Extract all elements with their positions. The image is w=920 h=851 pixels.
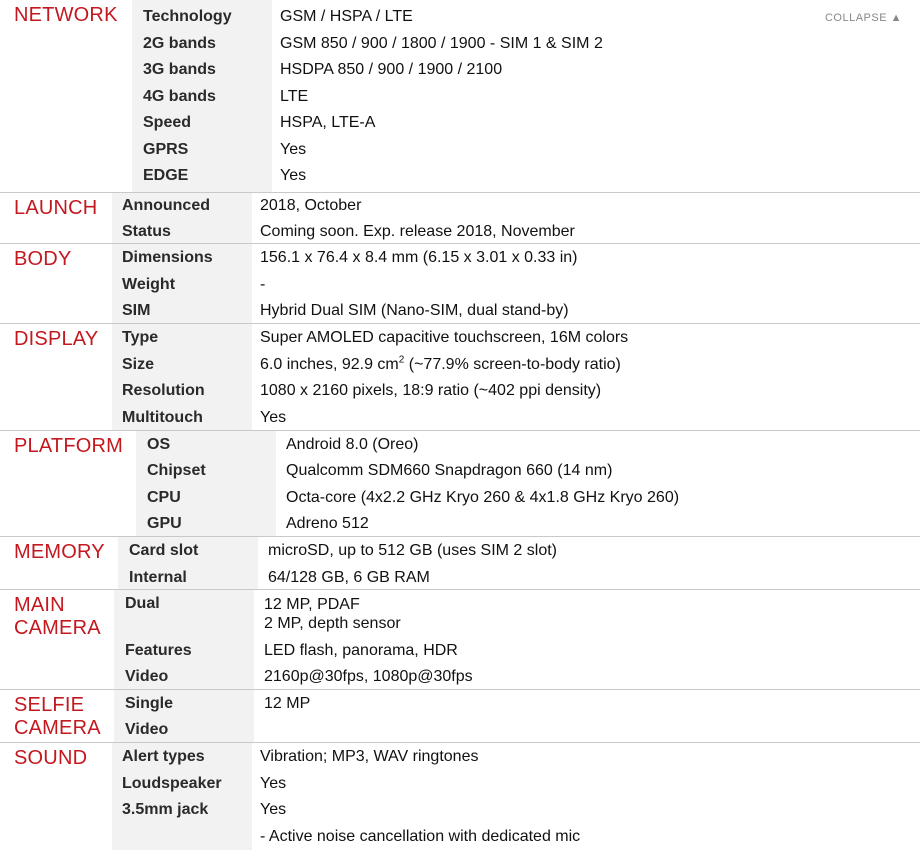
spec-value: -	[260, 276, 266, 293]
section-title: NETWORK	[14, 4, 118, 26]
spec-row	[0, 432, 920, 459]
section-title: PLATFORM	[14, 435, 124, 457]
section-body	[0, 243, 920, 323]
spec-value: 64/128 GB, 6 GB RAM	[268, 569, 430, 586]
spec-label: Resolution	[122, 382, 205, 399]
spec-label: OS	[147, 436, 171, 453]
spec-value: 2160p@30fps, 1080p@30fps	[264, 668, 473, 685]
spec-value	[260, 356, 621, 374]
section-title: DISPLAY	[14, 328, 99, 350]
spec-value: GSM / HSPA / LTE	[280, 8, 413, 25]
spec-row	[0, 691, 920, 718]
spec-label: Chipset	[147, 462, 206, 479]
spec-label: Status	[122, 223, 171, 240]
spec-value: Yes	[280, 167, 307, 184]
spec-value: LTE	[280, 88, 309, 105]
section-title: LAUNCH	[14, 197, 98, 219]
size-value-rest: (~77.9% screen-to-body ratio)	[404, 356, 621, 373]
spec-label: Technology	[143, 8, 232, 25]
spec-row	[0, 110, 920, 137]
spec-label: Single	[125, 695, 174, 712]
spec-label: Size	[122, 356, 155, 373]
spec-row	[0, 717, 920, 744]
spec-value: Coming soon. Exp. release 2018, November	[260, 223, 575, 240]
section-title-line: CAMERA	[14, 717, 101, 739]
spec-label: Announced	[122, 197, 210, 214]
spec-label: Weight	[122, 276, 176, 293]
spec-value: microSD, up to 512 GB (uses SIM 2 slot)	[268, 542, 557, 559]
spec-row	[0, 272, 920, 299]
spec-row	[0, 57, 920, 84]
spec-row	[0, 538, 920, 565]
section-launch	[0, 192, 920, 243]
spec-value: 156.1 x 76.4 x 8.4 mm (6.15 x 3.01 x 0.33 in)	[260, 249, 578, 266]
spec-label: Features	[125, 642, 192, 659]
spec-value: Qualcomm SDM660 Snapdragon 660 (14 nm)	[286, 462, 613, 479]
collapse-button[interactable]: COLLAPSE ▲	[824, 12, 902, 24]
section-sound	[0, 742, 920, 850]
spec-row	[0, 325, 920, 352]
section-network	[0, 0, 920, 192]
spec-row	[0, 511, 920, 538]
spec-value: Yes	[260, 775, 287, 792]
spec-label: Video	[125, 668, 169, 685]
spec-row	[0, 405, 920, 432]
spec-label: Dimensions	[122, 249, 213, 266]
spec-value: 1080 x 2160 pixels, 18:9 ratio (~402 ppi density)	[260, 382, 602, 399]
spec-label: Dual	[125, 595, 160, 612]
spec-label: Video	[125, 721, 169, 738]
spec-label: 4G bands	[143, 88, 216, 105]
spec-value: Super AMOLED capacitive touchscreen, 16M colors	[260, 329, 629, 346]
spec-value: LED flash, panorama, HDR	[264, 642, 458, 659]
spec-row	[0, 638, 920, 665]
spec-row	[0, 591, 920, 637]
section-title: BODY	[14, 248, 72, 270]
section-platform	[0, 430, 920, 536]
spec-row	[0, 565, 920, 592]
section-title-line: SELFIE	[14, 694, 85, 716]
section-display	[0, 323, 920, 430]
spec-row	[0, 4, 920, 31]
spec-value: Yes	[260, 801, 287, 818]
spec-label: Loudspeaker	[122, 775, 222, 792]
spec-label: Multitouch	[122, 409, 203, 426]
spec-row	[0, 352, 920, 379]
spec-value: Android 8.0 (Oreo)	[286, 436, 419, 453]
spec-label: 3.5mm jack	[122, 801, 209, 818]
spec-label: Internal	[129, 569, 187, 586]
spec-row	[0, 163, 920, 190]
spec-value: 2018, October	[260, 197, 362, 214]
spec-row	[0, 219, 920, 246]
spec-row	[0, 458, 920, 485]
spec-row	[0, 824, 920, 851]
spec-row	[0, 771, 920, 798]
spec-row	[0, 378, 920, 405]
spec-value: Adreno 512	[286, 515, 369, 532]
spec-label: 2G bands	[143, 35, 216, 52]
spec-label: Type	[122, 329, 159, 346]
spec-value: Octa-core (4x2.2 GHz Kryo 260 & 4x1.8 GHz Kryo 260)	[286, 489, 680, 506]
spec-value: GSM 850 / 900 / 1800 / 1900 - SIM 1 & SIM 2	[280, 35, 603, 52]
spec-value: - Active noise cancellation with dedicated mic	[260, 828, 581, 845]
spec-row	[0, 137, 920, 164]
spec-value: Yes	[260, 409, 287, 426]
spec-row	[0, 797, 920, 824]
spec-value: Vibration; MP3, WAV ringtones	[260, 748, 479, 765]
size-value-main: 6.0 inches, 92.9 cm	[260, 356, 399, 373]
spec-row	[0, 298, 920, 325]
spec-value-line: 2 MP, depth sensor	[264, 615, 401, 632]
spec-label: Alert types	[122, 748, 205, 765]
spec-value: HSDPA 850 / 900 / 1900 / 2100	[280, 61, 503, 78]
spec-row	[0, 245, 920, 272]
spec-value-line: 12 MP, PDAF	[264, 596, 360, 613]
spec-value: Hybrid Dual SIM (Nano-SIM, dual stand-by)	[260, 302, 569, 319]
spec-label: 3G bands	[143, 61, 216, 78]
spec-value: Yes	[280, 141, 307, 158]
section-selfie-camera	[0, 689, 920, 742]
spec-row	[0, 664, 920, 691]
spec-label: CPU	[147, 489, 181, 506]
spec-value: HSPA, LTE-A	[280, 114, 376, 131]
section-title-line: MAIN	[14, 594, 65, 616]
spec-value: 12 MP	[264, 695, 311, 712]
spec-label: SIM	[122, 302, 151, 319]
spec-row	[0, 485, 920, 512]
spec-label: EDGE	[143, 167, 189, 184]
section-title: SOUND	[14, 747, 88, 769]
spec-row	[0, 84, 920, 111]
spec-value	[264, 595, 401, 633]
section-main-camera	[0, 589, 920, 689]
spec-label: GPRS	[143, 141, 189, 158]
section-memory	[0, 536, 920, 589]
spec-row	[0, 744, 920, 771]
spec-row	[0, 193, 920, 220]
spec-label: Speed	[143, 114, 192, 131]
section-title: MEMORY	[14, 541, 105, 563]
spec-row	[0, 31, 920, 58]
spec-label: GPU	[147, 515, 182, 532]
superscript: 2	[398, 354, 405, 366]
spec-label: Card slot	[129, 542, 199, 559]
section-title-line: CAMERA	[14, 617, 101, 639]
